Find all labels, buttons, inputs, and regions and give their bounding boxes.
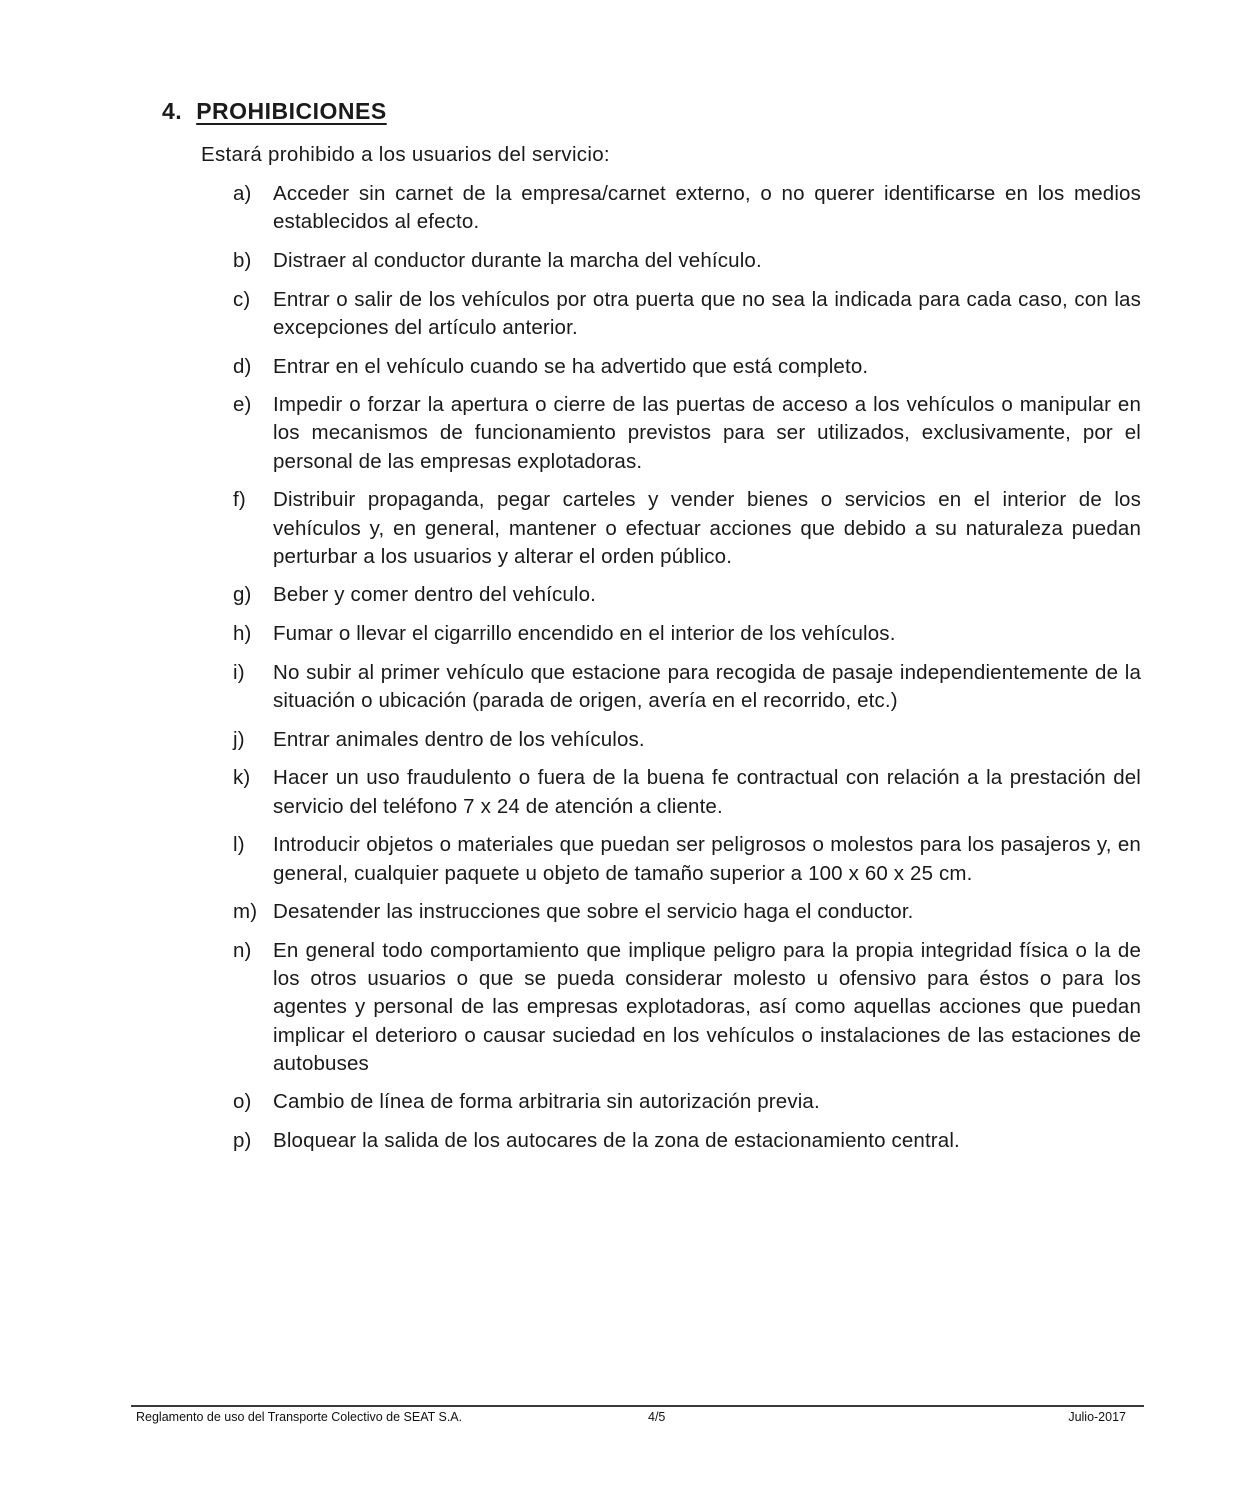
footer-document-title: Reglamento de uso del Transporte Colectivo de SEAT S.A. <box>136 1410 463 1424</box>
item-text: En general todo comportamiento que implique peligro para la propia integridad física o la de los otros usuarios o que se pueda considerar molesto u ofensivo para éstos o para los agentes y personal de las empresas explotadoras, así como aquellas acciones que puedan implicar el deterioro o causar suciedad en los vehículos o instalaciones de las estaciones de autobuses <box>273 938 1141 1075</box>
item-letter: e) <box>233 393 252 417</box>
item-text: Entrar animales dentro de los vehículos. <box>273 727 645 751</box>
list-item <box>233 391 1141 476</box>
list-item <box>233 620 1141 648</box>
item-text: No subir al primer vehículo que estacione para recogida de pasaje independientemente de la situación o ubicación (parada de origen, avería en el recorrido, etc.) <box>273 660 1141 713</box>
list-item <box>233 898 1141 926</box>
item-letter: j) <box>233 727 245 751</box>
item-letter: d) <box>233 354 252 378</box>
item-text: Desatender las instrucciones que sobre el servicio haga el conductor. <box>273 900 914 924</box>
list-item <box>233 659 1141 715</box>
item-text: Entrar en el vehículo cuando se ha advertido que está completo. <box>273 354 869 378</box>
item-letter: c) <box>233 287 251 311</box>
list-item <box>233 247 1141 275</box>
item-letter: i) <box>233 660 245 684</box>
item-text: Fumar o llevar el cigarrillo encendido en el interior de los vehículos. <box>273 622 896 646</box>
item-text: Entrar o salir de los vehículos por otra puerta que no sea la indicada para cada caso, con las excepciones del artículo anterior. <box>273 287 1141 339</box>
section-heading <box>162 98 387 125</box>
prohibitions-list <box>233 180 1141 1166</box>
item-letter: m) <box>233 900 258 924</box>
list-item <box>233 286 1141 342</box>
item-letter: g) <box>233 583 252 607</box>
section-intro: Estará prohibido a los usuarios del servicio: <box>201 143 610 166</box>
item-letter: a) <box>233 182 252 205</box>
list-item <box>233 937 1141 1078</box>
item-text: Distribuir propaganda, pegar carteles y vender bienes o servicios en el interior de los vehículos y, en general, mantener o efectuar acciones que debido a su naturaleza puedan perturbar a los usuarios y alterar el orden público. <box>273 488 1141 568</box>
item-text: Cambio de línea de forma arbitraria sin autorización previa. <box>273 1090 820 1114</box>
list-item <box>233 831 1141 887</box>
list-item <box>233 180 1141 236</box>
item-text: Hacer un uso fraudulento o fuera de la buena fe contractual con relación a la prestación del servicio del teléfono 7 x 24 de atención a cliente. <box>273 766 1141 818</box>
list-item <box>233 486 1141 571</box>
item-letter: o) <box>233 1090 252 1114</box>
item-letter: n) <box>233 938 252 962</box>
section-number: 4. <box>162 98 183 124</box>
item-text: Introducir objetos o materiales que puedan ser peligrosos o molestos para los pasajeros y, en general, cualquier paquete u objeto de tamaño superior a 100 x 60 x 25 cm. <box>273 833 1141 885</box>
list-item <box>233 1088 1141 1116</box>
item-text: Beber y comer dentro del vehículo. <box>273 583 597 607</box>
list-item <box>233 764 1141 820</box>
list-item <box>233 581 1141 609</box>
item-text: Bloquear la salida de los autocares de la zona de estacionamiento central. <box>273 1129 960 1153</box>
item-letter: f) <box>233 488 246 512</box>
list-item <box>233 726 1141 754</box>
item-letter: b) <box>233 248 252 272</box>
section-title: PROHIBICIONES <box>196 98 387 124</box>
item-letter: h) <box>233 622 252 646</box>
list-item <box>233 353 1141 381</box>
footer-date: Julio-2017 <box>1068 1410 1126 1424</box>
item-text: Acceder sin carnet de la empresa/carnet externo, o no querer identificarse en los medios establecidos al efecto. <box>273 182 1141 234</box>
footer-divider <box>131 1405 1144 1407</box>
item-text: Impedir o forzar la apertura o cierre de las puertas de acceso a los vehículos o manipular en los mecanismos de funcionamiento previstos para ser utilizados, exclusivamente, por el personal de las empresas explotadoras. <box>273 393 1141 473</box>
item-text: Distraer al conductor durante la marcha del vehículo. <box>273 248 762 272</box>
item-letter: p) <box>233 1129 252 1153</box>
item-letter: k) <box>233 766 251 790</box>
list-item <box>233 1127 1141 1155</box>
item-letter: l) <box>233 833 245 857</box>
footer-page-number: 4/5 <box>648 1410 666 1424</box>
